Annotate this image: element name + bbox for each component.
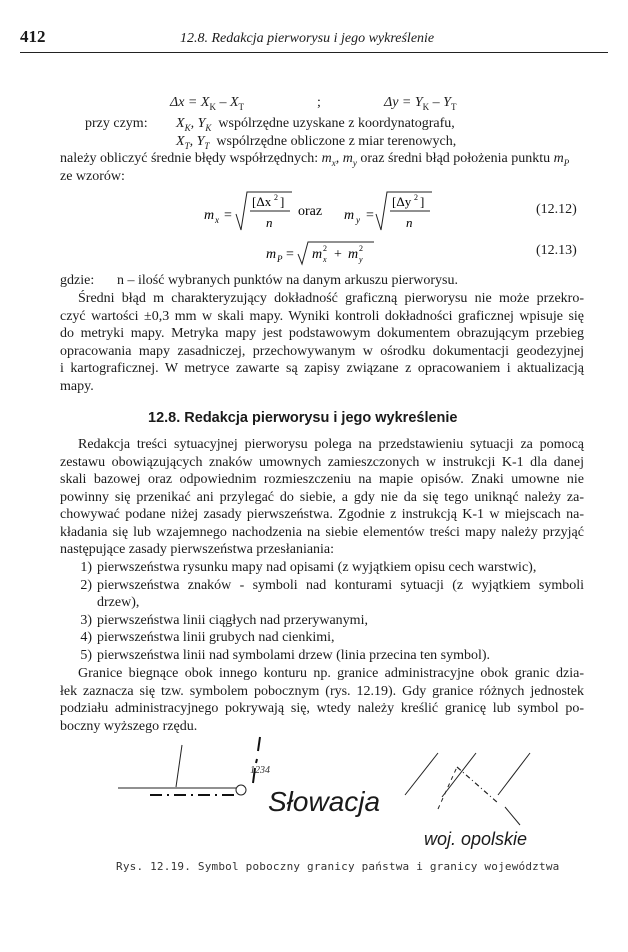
equation-number-12-12: (12.12) (536, 202, 577, 217)
para1-line: mapy. (60, 378, 94, 394)
para2-line: powinny się przenikać ani przylegać do siebie, a gdy nie da się tego uniknąć należy za- (60, 489, 584, 505)
para2-line: Redakcja treści sytuacyjnej pierworysu polega na przedstawieniu sytuacji za pomocą (78, 437, 584, 452)
formula-separator: ; (317, 95, 321, 110)
para1-line: do metryki mapy. Metryka mapy jest podstawowym dokumentem obrazującym przebieg (60, 326, 584, 341)
border-line-upper (258, 737, 260, 751)
svg-text:P: P (277, 254, 283, 264)
svg-text:2: 2 (274, 193, 278, 202)
voivodeship-side-symbol (457, 767, 498, 803)
gdzie-label: gdzie: (60, 273, 95, 288)
equation-12-13 (262, 238, 402, 268)
para2-line: chowywać podane niżej zasady pierwszeństwa. Zgodnie z instrukcją K-1 w miejscach na- (60, 507, 584, 522)
svg-text:=: = (224, 208, 232, 223)
para2-line: kładania się lub wzajemnego nachodzenia na siebie elementów treści mapy należy przyjąć (60, 524, 584, 540)
para1-line: Średni błąd m charakteryzujący dokładność graficzną pierworysu nie może przekro- (78, 291, 584, 306)
list-item: 1) pierwszeństwa rysunku mapy nad opisami (z wyjątkiem opisu cech warstwic), (80, 560, 537, 575)
figure-caption: Rys. 12.19. Symbol poboczny granicy państwa i granicy województwa (116, 860, 560, 873)
svg-text:[Δx: [Δx (252, 194, 272, 209)
para3-line: boczny wyższego rzędu. (60, 718, 198, 734)
svg-text:n: n (406, 215, 413, 230)
svg-text:m: m (348, 247, 359, 262)
equation-12-12 (190, 186, 450, 238)
point-label: 1234 (250, 765, 270, 776)
svg-text:x: x (323, 255, 327, 264)
voivodeship-dashed-line (438, 767, 457, 809)
line-ze-wzorow: ze wzorów: (60, 169, 125, 184)
eq1-oraz: oraz (298, 204, 323, 219)
formula-delta-x: $\Delta x = X_K - X_T$ (170, 95, 244, 112)
svg-text:m: m (266, 247, 277, 262)
paragraph-granice (60, 665, 584, 735)
equation-number-12-13: (12.13) (536, 243, 577, 258)
svg-text:=: = (366, 208, 374, 223)
boundary-point-marker (236, 785, 246, 795)
svg-text:2: 2 (414, 193, 418, 202)
para1-line: czyć wartości ±0,3 mm w skali mapy. Wyniki kontroli dokładności graficznej wpisuje się (60, 308, 584, 324)
voivodeship-line-d (505, 807, 520, 825)
list-item: 3) pierwszeństwa linii ciągłych nad przerywanymi, (80, 612, 368, 628)
przy-czym-label: przy czym: (85, 116, 148, 131)
para1-line: i kartograficznej. W metryce zawarte są zapisy związane z opracowaniem i aktualizacją (60, 361, 584, 376)
para3-line: Granice biegnące obok innego konturu np. granice administracyjne obok granic dzia- (78, 666, 584, 681)
running-title: 12.8. Redakcja pierworysu i jego wykreślenie (180, 31, 435, 46)
line-nalezy: należy obliczyć średnie błędy współrzędnych: $m_x$, $m_y$ oraz średni błąd położenia punktu $m_P$ (60, 151, 570, 168)
svg-text:m: m (344, 208, 355, 223)
line-xk: $X_K$, $Y_K$ wspólrzędne uzyskane z koordynatografu, (176, 116, 455, 133)
svg-text:y: y (359, 255, 363, 264)
para2-line: zestawu obowiązujących znaków umownych zamieszczonych w instrukcji K-1 dla danej (60, 454, 584, 470)
voivodeship-line-a (405, 753, 438, 795)
svg-text:]: ] (280, 194, 285, 209)
voivodeship-line-b (442, 753, 476, 797)
para2-line: skali bazowej oraz odpowiednim rozmieszczeniu na mapie opisów. Znaki umowne nie (60, 472, 584, 487)
list-item: drzew), (97, 595, 140, 610)
precedence-list (60, 559, 584, 664)
svg-text:[Δy: [Δy (392, 194, 412, 209)
label-woj-opolskie: woj. opolskie (424, 829, 528, 849)
list-item: 5) pierwszeństwa linii nad symbolami drzew (linia przecina ten symbol). (80, 647, 491, 663)
para3-line: podziału administracyjnego pokrywają się, wtedy należy kreślić granicę lub symbol po- (60, 701, 584, 716)
header-rule (20, 52, 608, 53)
svg-text:n: n (266, 215, 273, 230)
para3-line: łek zaznacza się tzw. symbolem pobocznym (rys. 12.19). Gdy granice różnych jednostek (60, 683, 584, 699)
svg-text:m: m (312, 247, 323, 262)
formula-delta-y: $\Delta y = Y_K - Y_T$ (384, 95, 457, 112)
label-slowacja: Słowacja (268, 786, 381, 817)
svg-text:+: + (334, 247, 342, 262)
parcel-boundary-line (176, 745, 182, 787)
section-title: 12.8. Redakcja pierworysu i jego wykreślenie (148, 410, 458, 426)
svg-text:=: = (286, 247, 294, 262)
line-xt: $X_T$, $Y_T$ wspólrzędne obliczone z miar terenowych, (176, 134, 457, 151)
eq1-lhs: m (204, 208, 215, 223)
paragraph-accuracy (60, 290, 584, 395)
svg-text:2: 2 (359, 244, 363, 253)
list-item: 2) pierwszeństwa znaków - symboli nad konturami sytuacji (z wyjątkiem symboli (80, 577, 584, 593)
page-number: 412 (20, 27, 46, 46)
svg-text:x: x (215, 215, 219, 225)
para2-line: następujące zasady pierwszeństwa przesłaniania: (60, 542, 335, 557)
voivodeship-line-c (498, 753, 530, 795)
paragraph-redakcja (60, 436, 584, 559)
svg-text:2: 2 (323, 244, 327, 253)
svg-text:y: y (356, 215, 360, 225)
para1-line: opracowania mapy zasadniczej, przechowywanym w ośrodku dokumentacji geodezyjnej (60, 343, 584, 359)
list-item: 4) pierwszeństwa linii grubych nad cienkimi, (80, 630, 335, 645)
gdzie-text: n – ilość wybranych punktów na danym arkuszu pierworysu. (117, 273, 458, 288)
svg-text:]: ] (420, 194, 425, 209)
